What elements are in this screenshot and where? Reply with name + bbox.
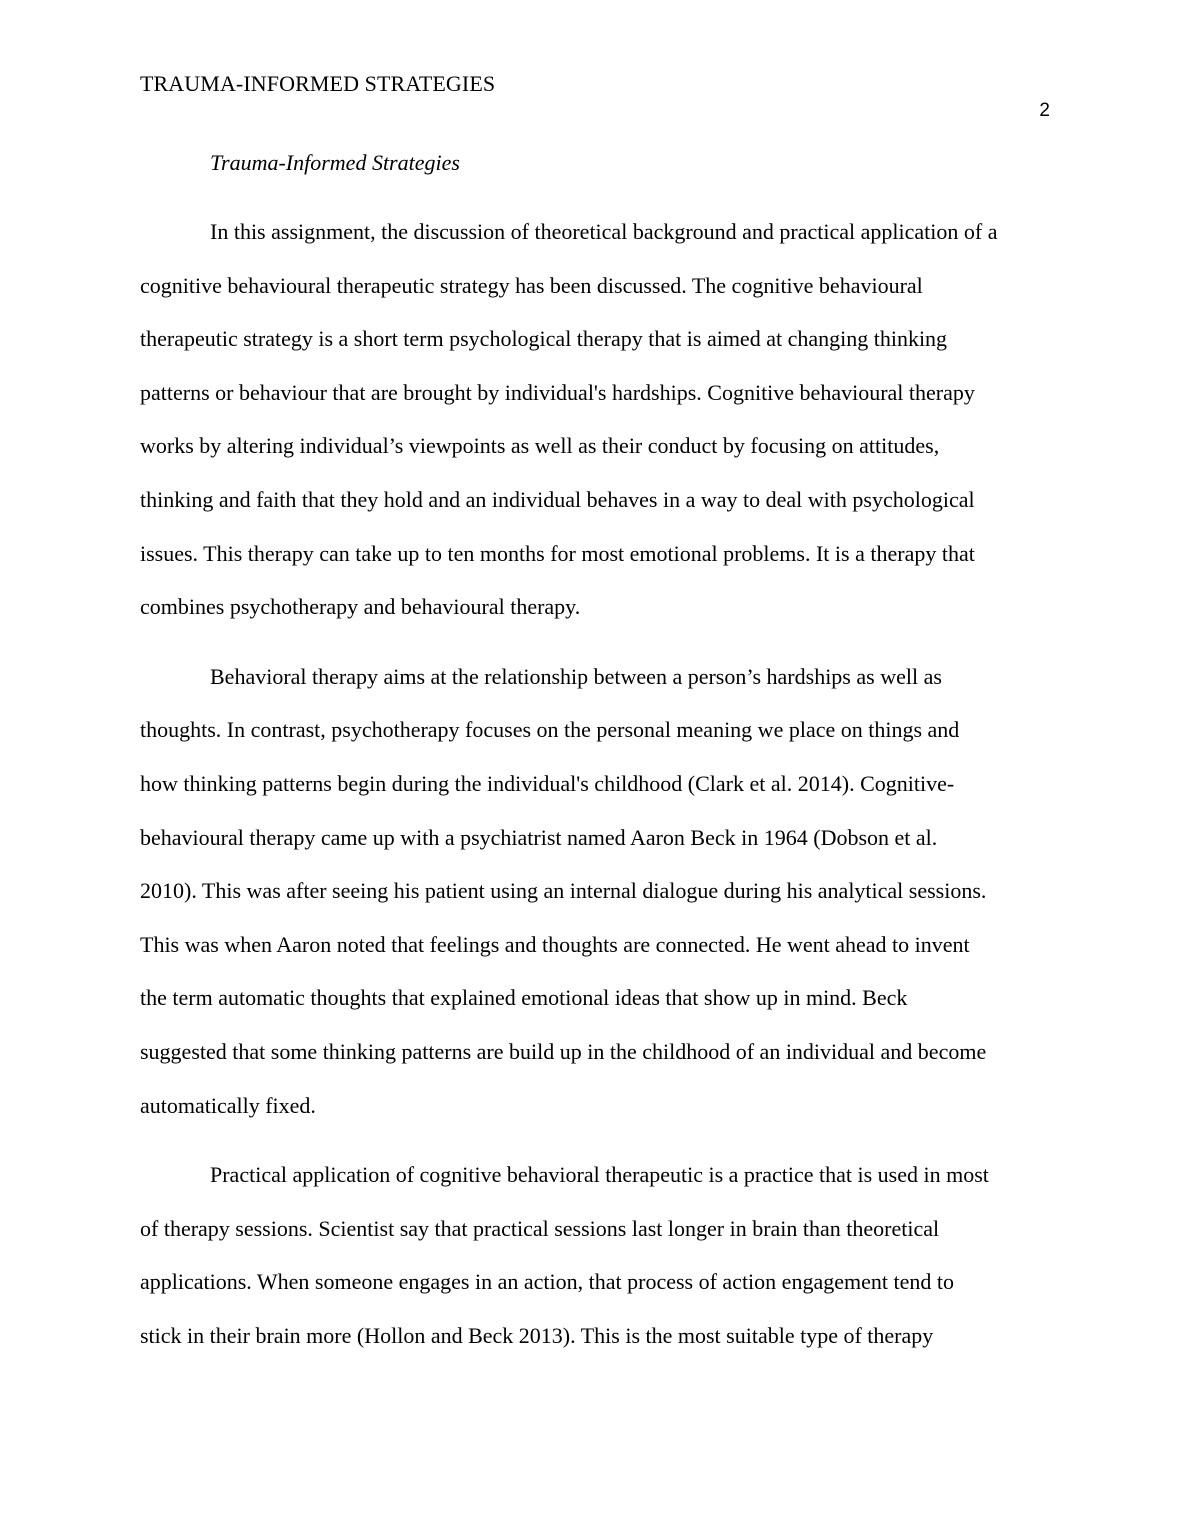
body-text [140, 205, 1050, 1378]
paragraph-line: behavioural therapy came up with a psychiatrist named Aaron Beck in 1964 (Dobson et al. [140, 824, 938, 850]
paragraph-line: Practical application of cognitive behavioral therapeutic is a practice that is used in most [210, 1162, 989, 1188]
paragraph-line: automatically fixed. [140, 1092, 316, 1118]
running-head: TRAUMA-INFORMED STRATEGIES [140, 71, 496, 96]
paragraph-line: the term automatic thoughts that explained emotional ideas that show up in mind. Beck [140, 985, 908, 1011]
paragraph-line: of therapy sessions. Scientist say that practical sessions last longer in brain than theoretical [140, 1215, 940, 1241]
paragraph-line: This was when Aaron noted that feelings and thoughts are connected. He went ahead to invent [140, 931, 970, 957]
paragraph-1 [140, 205, 1050, 634]
document-title: Trauma-Informed Strategies [210, 150, 460, 175]
paragraph-line: applications. When someone engages in an action, that process of action engagement tend to [140, 1269, 954, 1295]
paragraph-line: thoughts. In contrast, psychotherapy focuses on the personal meaning we place on things and [140, 717, 960, 743]
paragraph-line: combines psychotherapy and behavioural therapy. [140, 594, 581, 620]
paragraph-line: stick in their brain more (Hollon and Beck 2013). This is the most suitable type of therapy [140, 1322, 934, 1348]
paragraph-line: works by altering individual’s viewpoints as well as their conduct by focusing on attitudes, [140, 433, 940, 459]
paragraph-line: issues. This therapy can take up to ten months for most emotional problems. It is a therapy that [140, 540, 975, 566]
paragraph-line: Behavioral therapy aims at the relationship between a person’s hardships as well as [210, 663, 942, 689]
page-number: 2 [1039, 100, 1050, 121]
paragraph-line: thinking and faith that they hold and an individual behaves in a way to deal with psychological [140, 486, 975, 512]
paragraph-line: patterns or behaviour that are brought by individual's hardships. Cognitive behavioural therapy [140, 379, 975, 405]
paragraph-line: therapeutic strategy is a short term psychological therapy that is aimed at changing thinking [140, 326, 948, 352]
paragraph-line: cognitive behavioural therapeutic strategy has been discussed. The cognitive behavioural [140, 272, 923, 298]
paragraph-2 [140, 650, 1050, 1132]
paragraph-line: In this assignment, the discussion of theoretical background and practical application of a [210, 219, 998, 244]
paragraph-line: suggested that some thinking patterns are build up in the childhood of an individual and become [140, 1038, 987, 1064]
paragraph-line: how thinking patterns begin during the individual's childhood (Clark et al. 2014). Cognitive- [140, 770, 955, 796]
paragraph-3 [140, 1148, 1050, 1362]
paragraph-line: 2010). This was after seeing his patient using an internal dialogue during his analytical sessions. [140, 878, 987, 904]
